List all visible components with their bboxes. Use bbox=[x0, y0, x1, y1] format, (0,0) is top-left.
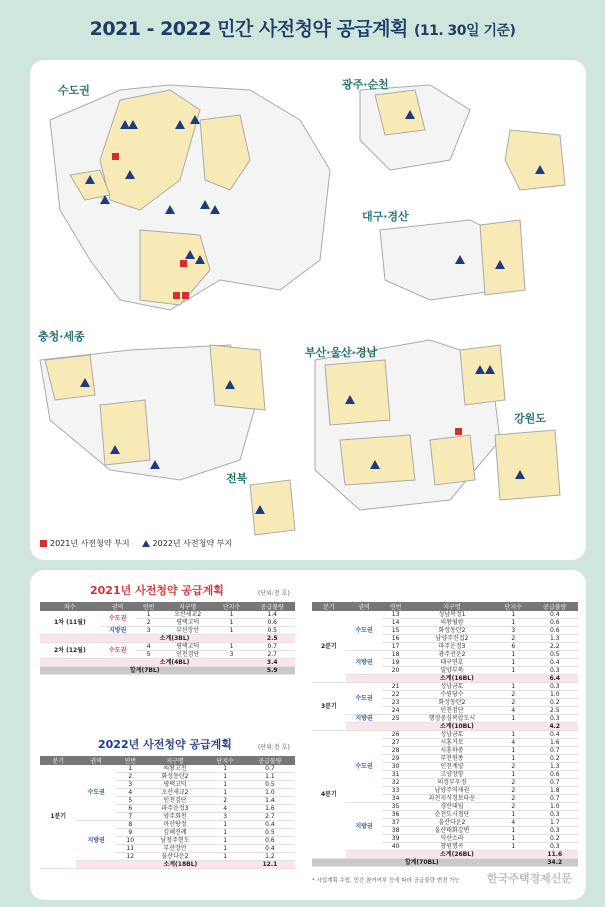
cell: 38 bbox=[382, 827, 409, 835]
cell: 40 bbox=[382, 843, 409, 851]
col-header: 지구명 bbox=[409, 602, 495, 611]
region-label-capital: 수도권 bbox=[58, 84, 90, 97]
blue-triangle-icon bbox=[142, 540, 150, 547]
cell: 1.3 bbox=[532, 635, 578, 643]
cell: 0.7 bbox=[245, 765, 295, 773]
subtotal-row bbox=[40, 861, 295, 869]
cell: 2.7 bbox=[245, 813, 295, 821]
region-cell: 지방권 bbox=[346, 651, 383, 675]
cell: 1.6 bbox=[532, 739, 578, 747]
cell: 0.6 bbox=[532, 619, 578, 627]
table-row bbox=[312, 731, 578, 739]
cell: 22 bbox=[382, 691, 409, 699]
suncheon-highlight bbox=[505, 130, 565, 190]
cell: 0.3 bbox=[532, 715, 578, 723]
cell: 28 bbox=[382, 747, 409, 755]
table-row bbox=[312, 651, 578, 659]
cell: 1 bbox=[214, 611, 250, 619]
cell: 인천계양 bbox=[409, 763, 495, 771]
cell: 시흥거모 bbox=[409, 739, 495, 747]
cell: 광주선운2 bbox=[409, 651, 495, 659]
table-row bbox=[40, 611, 295, 619]
region-cell: 수도권 bbox=[100, 643, 136, 659]
cell: 11 bbox=[116, 845, 145, 853]
cell: 2.5 bbox=[532, 707, 578, 715]
cell: 9 bbox=[116, 829, 145, 837]
col-header: 단지수 bbox=[205, 756, 244, 765]
cell: 34 bbox=[382, 795, 409, 803]
region-label-busan: 부산·울산·경남 bbox=[305, 346, 378, 359]
cell: 1 bbox=[495, 619, 532, 627]
cell: 0.4 bbox=[245, 821, 295, 829]
cell: 0.4 bbox=[532, 611, 578, 619]
region-cell: 수도권 bbox=[76, 765, 115, 821]
cell: 화성동탄2 bbox=[145, 773, 206, 781]
cell: 7 bbox=[116, 813, 145, 821]
cell: 2 bbox=[495, 635, 532, 643]
map-panel bbox=[30, 60, 586, 560]
cell: 12 bbox=[116, 853, 145, 861]
cell: 1 bbox=[205, 829, 244, 837]
cell: 20 bbox=[382, 667, 409, 675]
cell: 의정부우정 bbox=[409, 779, 495, 787]
cell: 0.5 bbox=[249, 627, 295, 635]
cell: 1 bbox=[214, 627, 250, 635]
title-sub: (11. 30일 기준) bbox=[413, 23, 516, 39]
cell: 파주운정3 bbox=[409, 643, 495, 651]
col-header: 공급물량 bbox=[245, 756, 295, 765]
region-label-daegu: 대구·경산 bbox=[362, 210, 409, 223]
region-cell: 수도권 bbox=[346, 683, 383, 715]
cell: 4 bbox=[495, 739, 532, 747]
jeonbuk-highlight bbox=[250, 480, 295, 535]
cell: 37 bbox=[382, 819, 409, 827]
cell: 2 bbox=[136, 619, 162, 627]
cell: 1 bbox=[495, 771, 532, 779]
col-header: 권역 bbox=[76, 756, 115, 765]
cell: 17 bbox=[382, 643, 409, 651]
cell: 2.2 bbox=[532, 643, 578, 651]
t2022-title: 2022년 사전청약 공급계획 bbox=[98, 738, 232, 751]
legend-label-2022: 2022년 사전청약 부지 bbox=[152, 539, 233, 548]
cell: 6 bbox=[495, 643, 532, 651]
cell: 29 bbox=[382, 755, 409, 763]
col-header: 연번 bbox=[136, 602, 162, 611]
cell: 의왕고천 bbox=[145, 765, 206, 773]
cell: 2 bbox=[495, 787, 532, 795]
cell: 3 bbox=[214, 651, 250, 659]
subtotal-label: 소계(18BL) bbox=[116, 861, 245, 869]
legend-item-2022 bbox=[142, 538, 233, 549]
cell: 화성동탄2 bbox=[409, 627, 495, 635]
total-value: 5.9 bbox=[249, 667, 295, 675]
cell: 1.6 bbox=[245, 805, 295, 813]
cell: 부천원종 bbox=[409, 755, 495, 763]
round-cell: 1차 (11월) bbox=[40, 611, 100, 635]
cell: 밀양부북 bbox=[409, 667, 495, 675]
map-legend bbox=[40, 538, 232, 549]
cell: 부산장안 bbox=[145, 845, 206, 853]
ulsan-highlight bbox=[460, 345, 505, 405]
col-header: 지구명 bbox=[145, 756, 206, 765]
cell: 1.2 bbox=[245, 853, 295, 861]
cell: 부산장안 bbox=[162, 627, 214, 635]
total-row bbox=[40, 667, 295, 675]
t2021-unit: (단위:천 호) bbox=[258, 590, 290, 597]
cell: 1 bbox=[214, 643, 250, 651]
cell: 0.7 bbox=[532, 779, 578, 787]
total-label: 합계(7BL) bbox=[40, 667, 249, 675]
cell: 1.3 bbox=[532, 763, 578, 771]
cell: 18 bbox=[382, 651, 409, 659]
cell: 2 bbox=[495, 803, 532, 811]
cell: 1.1 bbox=[245, 773, 295, 781]
cell: 고양장항 bbox=[409, 771, 495, 779]
region-cell: 수도권 bbox=[100, 611, 136, 627]
cell: 순천도시첨단 bbox=[409, 811, 495, 819]
cell: 0.3 bbox=[532, 811, 578, 819]
cell: 1.4 bbox=[249, 611, 295, 619]
cell: 양주회천 bbox=[145, 813, 206, 821]
quarter-cell: 3분기 bbox=[312, 683, 346, 731]
region-label-chungcheong: 충청·세종 bbox=[38, 330, 85, 343]
cell: 4 bbox=[495, 707, 532, 715]
cell: 1.8 bbox=[532, 787, 578, 795]
table-2022-q1 bbox=[40, 756, 295, 869]
region-cell: 수도권 bbox=[346, 731, 383, 803]
cell: 1 bbox=[495, 835, 532, 843]
cell: 평택고덕 bbox=[145, 781, 206, 789]
col-header: 권역 bbox=[100, 602, 136, 611]
sejong-highlight bbox=[100, 400, 150, 465]
cell: 과천지식정보타운 bbox=[409, 795, 495, 803]
cell: 2 bbox=[495, 795, 532, 803]
cell: 0.7 bbox=[532, 795, 578, 803]
watermark: 한국주택경제신문 bbox=[486, 872, 572, 885]
table-row bbox=[312, 715, 578, 723]
cell: 0.7 bbox=[249, 643, 295, 651]
col-header: 지구명 bbox=[162, 602, 214, 611]
cell: 0.2 bbox=[532, 755, 578, 763]
cell: 14 bbox=[382, 619, 409, 627]
cell: 인천검단 bbox=[162, 651, 214, 659]
cell: 1 bbox=[205, 789, 244, 797]
cell: 4 bbox=[136, 643, 162, 651]
table-row bbox=[312, 683, 578, 691]
subtotal-row bbox=[312, 675, 578, 683]
gimhae-highlight bbox=[340, 435, 415, 485]
cell: 남양주진접2 bbox=[409, 635, 495, 643]
subtotal-value: 12.1 bbox=[245, 861, 295, 869]
map-drawing bbox=[30, 60, 586, 560]
cell: 행정중심복합도시 bbox=[409, 715, 495, 723]
region-cell: 지방권 bbox=[100, 627, 136, 635]
cell: 4 bbox=[116, 789, 145, 797]
cell: 1 bbox=[205, 773, 244, 781]
cell: 파주운정3 bbox=[145, 805, 206, 813]
cell: 아산탕정 bbox=[145, 821, 206, 829]
cell: 1 bbox=[495, 651, 532, 659]
cell: 0.2 bbox=[532, 835, 578, 843]
cell: 1 bbox=[495, 683, 532, 691]
cell: 1 bbox=[205, 845, 244, 853]
cell: 1 bbox=[495, 611, 532, 619]
cell: 1 bbox=[205, 765, 244, 773]
cell: 오산세교2 bbox=[162, 611, 214, 619]
cell: 30 bbox=[382, 763, 409, 771]
subtotal-label: 소계(26BL) bbox=[382, 851, 531, 859]
cell: 창원명곡 bbox=[409, 843, 495, 851]
cell: 39 bbox=[382, 835, 409, 843]
region-label-gangwon: 강원도 bbox=[514, 412, 546, 425]
table-row bbox=[40, 821, 295, 829]
cell: 평택고덕 bbox=[162, 643, 214, 651]
cell: 1 bbox=[495, 731, 532, 739]
cell: 10 bbox=[116, 837, 145, 845]
cell: 2 bbox=[116, 773, 145, 781]
cell: 1.4 bbox=[245, 797, 295, 805]
cell: 남양주역세권 bbox=[409, 787, 495, 795]
cell: 1 bbox=[495, 843, 532, 851]
table-row bbox=[312, 611, 578, 619]
cell: 1.0 bbox=[532, 803, 578, 811]
cell: 0.5 bbox=[532, 651, 578, 659]
subtotal-value: 11.6 bbox=[532, 851, 578, 859]
legend-item-2021 bbox=[40, 538, 130, 549]
cell: 대구연호 bbox=[409, 659, 495, 667]
red-square-icon bbox=[40, 540, 47, 547]
cell: 1 bbox=[116, 765, 145, 773]
col-header: 단지수 bbox=[495, 602, 532, 611]
cell: 김해진례 bbox=[145, 829, 206, 837]
cell: 0.6 bbox=[249, 619, 295, 627]
cell: 1 bbox=[136, 611, 162, 619]
subtotal-row bbox=[40, 659, 295, 667]
cell: 1 bbox=[495, 667, 532, 675]
cell: 27 bbox=[382, 739, 409, 747]
subtotal-value: 3.4 bbox=[249, 659, 295, 667]
total-row bbox=[312, 859, 578, 867]
cell: 32 bbox=[382, 779, 409, 787]
cell: 31 bbox=[382, 771, 409, 779]
site-2021-marker bbox=[180, 260, 187, 267]
cell: 3 bbox=[205, 813, 244, 821]
col-header: 공급물량 bbox=[532, 602, 578, 611]
cell: 1.0 bbox=[245, 789, 295, 797]
cell: 3 bbox=[136, 627, 162, 635]
quarter-cell: 2분기 bbox=[312, 611, 346, 683]
cell: 시흥하중 bbox=[409, 747, 495, 755]
col-header: 분기 bbox=[40, 756, 76, 765]
subtotal-value: 6.4 bbox=[532, 675, 578, 683]
table-row bbox=[312, 803, 578, 811]
col-header: 단지수 bbox=[214, 602, 250, 611]
site-2021-marker bbox=[455, 428, 462, 435]
region-cell: 지방권 bbox=[76, 821, 115, 861]
subtotal-label: 소계(10BL) bbox=[382, 723, 531, 731]
table-2022-q2-q4 bbox=[312, 602, 578, 867]
region-cell: 수도권 bbox=[346, 611, 383, 651]
cell: 울산태화강변 bbox=[409, 827, 495, 835]
cell: 5 bbox=[116, 797, 145, 805]
cell: 0.4 bbox=[245, 845, 295, 853]
total-label: 합계(70BL) bbox=[312, 859, 532, 867]
cell: 경산대임 bbox=[409, 803, 495, 811]
cell: 의왕월암 bbox=[409, 619, 495, 627]
t2021-title: 2021년 사전청약 공급계획 bbox=[90, 584, 224, 597]
region-label-jeonbuk: 전북 bbox=[226, 472, 248, 485]
cell: 26 bbox=[382, 731, 409, 739]
legend-label-2021: 2021년 사전청약 부지 bbox=[50, 539, 130, 548]
milyang-highlight bbox=[325, 360, 390, 425]
total-value: 34.2 bbox=[532, 859, 578, 867]
cell: 4 bbox=[495, 819, 532, 827]
cell: 1.0 bbox=[532, 691, 578, 699]
cell: 0.3 bbox=[532, 683, 578, 691]
cell: 2.7 bbox=[249, 651, 295, 659]
cell: 1 bbox=[495, 811, 532, 819]
cell: 0.7 bbox=[532, 747, 578, 755]
round-cell: 2차 (12월) bbox=[40, 643, 100, 659]
cell: 16 bbox=[382, 635, 409, 643]
cell: 2 bbox=[495, 763, 532, 771]
cell: 0.5 bbox=[245, 829, 295, 837]
cell: 0.4 bbox=[532, 659, 578, 667]
cell: 35 bbox=[382, 803, 409, 811]
cell: 성남금토 bbox=[409, 731, 495, 739]
col-header: 분기 bbox=[312, 602, 346, 611]
cell: 0.6 bbox=[532, 627, 578, 635]
table-panel bbox=[30, 570, 586, 900]
subtotal-row bbox=[40, 635, 295, 643]
cell: 1 bbox=[205, 821, 244, 829]
cell: 0.4 bbox=[532, 731, 578, 739]
cell: 울산다운2 bbox=[145, 853, 206, 861]
t2022-unit: (단위:천 호) bbox=[258, 744, 290, 751]
cell: 1 bbox=[205, 837, 244, 845]
cell: 1 bbox=[495, 747, 532, 755]
cell: 성남금토 bbox=[409, 683, 495, 691]
cell: 2 bbox=[495, 691, 532, 699]
cell: 6 bbox=[116, 805, 145, 813]
cell: 0.5 bbox=[245, 781, 295, 789]
busan-highlight bbox=[430, 435, 475, 485]
cell: 25 bbox=[382, 715, 409, 723]
col-header: 연번 bbox=[116, 756, 145, 765]
cell: 24 bbox=[382, 707, 409, 715]
region-cell: 지방권 bbox=[346, 715, 383, 723]
cell: 1 bbox=[205, 781, 244, 789]
cell: 3 bbox=[116, 781, 145, 789]
cell: 익산소라 bbox=[409, 835, 495, 843]
cell: 수원당수 bbox=[409, 691, 495, 699]
cell: 0.6 bbox=[245, 837, 295, 845]
cell: 성남복정1 bbox=[409, 611, 495, 619]
cell: 0.3 bbox=[532, 667, 578, 675]
subtotal-label: 소계(16BL) bbox=[382, 675, 531, 683]
cell: 1 bbox=[214, 619, 250, 627]
table-2021 bbox=[40, 602, 295, 675]
cell: 울산다운2 bbox=[409, 819, 495, 827]
title-main: 2021 - 2022 민간 사전청약 공급계획 bbox=[89, 18, 408, 40]
subtotal-label: 소계(4BL) bbox=[100, 659, 250, 667]
quarter-cell: 1분기 bbox=[40, 765, 76, 869]
cell: 1 bbox=[495, 755, 532, 763]
cell: 1 bbox=[495, 659, 532, 667]
cell: 2 bbox=[205, 797, 244, 805]
subtotal-row bbox=[312, 723, 578, 731]
subtotal-label: 소계(3BL) bbox=[100, 635, 250, 643]
cell: 1 bbox=[495, 715, 532, 723]
cell: 0.6 bbox=[532, 771, 578, 779]
cell: 15 bbox=[382, 627, 409, 635]
cell: 평택고덕 bbox=[162, 619, 214, 627]
table-row bbox=[40, 765, 295, 773]
footnote: * 사업계획 수립, 민간 참여여부 등에 따라 공급물량 변경 가능 bbox=[312, 878, 460, 884]
cell: 0.2 bbox=[532, 699, 578, 707]
table-row bbox=[40, 643, 295, 651]
cell: 0.3 bbox=[532, 827, 578, 835]
region-cell: 지방권 bbox=[346, 803, 383, 851]
cell: 21 bbox=[382, 683, 409, 691]
cheongju-highlight bbox=[210, 345, 265, 410]
cell: 3 bbox=[495, 627, 532, 635]
cell: 8 bbox=[116, 821, 145, 829]
cell: 2 bbox=[495, 779, 532, 787]
cell: 1 bbox=[205, 853, 244, 861]
site-2021-marker bbox=[182, 292, 189, 299]
cell: 36 bbox=[382, 811, 409, 819]
cell: 33 bbox=[382, 787, 409, 795]
col-header: 차수 bbox=[40, 602, 100, 611]
cell: 1.7 bbox=[532, 819, 578, 827]
col-header: 권역 bbox=[346, 602, 383, 611]
cell: 2 bbox=[495, 699, 532, 707]
cell: 남청주현도 bbox=[145, 837, 206, 845]
region-label-gwangju: 광주·순천 bbox=[342, 78, 389, 91]
site-2021-marker bbox=[173, 292, 180, 299]
gyeongsan-highlight bbox=[480, 220, 525, 295]
page-title bbox=[0, 14, 605, 41]
quarter-cell: 4분기 bbox=[312, 731, 346, 859]
cell: 5 bbox=[136, 651, 162, 659]
cell: 인천검단 bbox=[145, 797, 206, 805]
gangwon-highlight bbox=[495, 430, 560, 500]
cell: 0.3 bbox=[532, 843, 578, 851]
cell: 23 bbox=[382, 699, 409, 707]
col-header: 공급물량 bbox=[249, 602, 295, 611]
subtotal-value: 4.2 bbox=[532, 723, 578, 731]
cell: 1 bbox=[495, 827, 532, 835]
subtotal-row bbox=[312, 851, 578, 859]
cell: 인천검단 bbox=[409, 707, 495, 715]
site-2021-marker bbox=[112, 153, 119, 160]
cell: 13 bbox=[382, 611, 409, 619]
subtotal-value: 2.5 bbox=[249, 635, 295, 643]
cell: 4 bbox=[205, 805, 244, 813]
cell: 19 bbox=[382, 659, 409, 667]
cell: 화성동탄2 bbox=[409, 699, 495, 707]
col-header: 연번 bbox=[382, 602, 409, 611]
cell: 오산세교2 bbox=[145, 789, 206, 797]
